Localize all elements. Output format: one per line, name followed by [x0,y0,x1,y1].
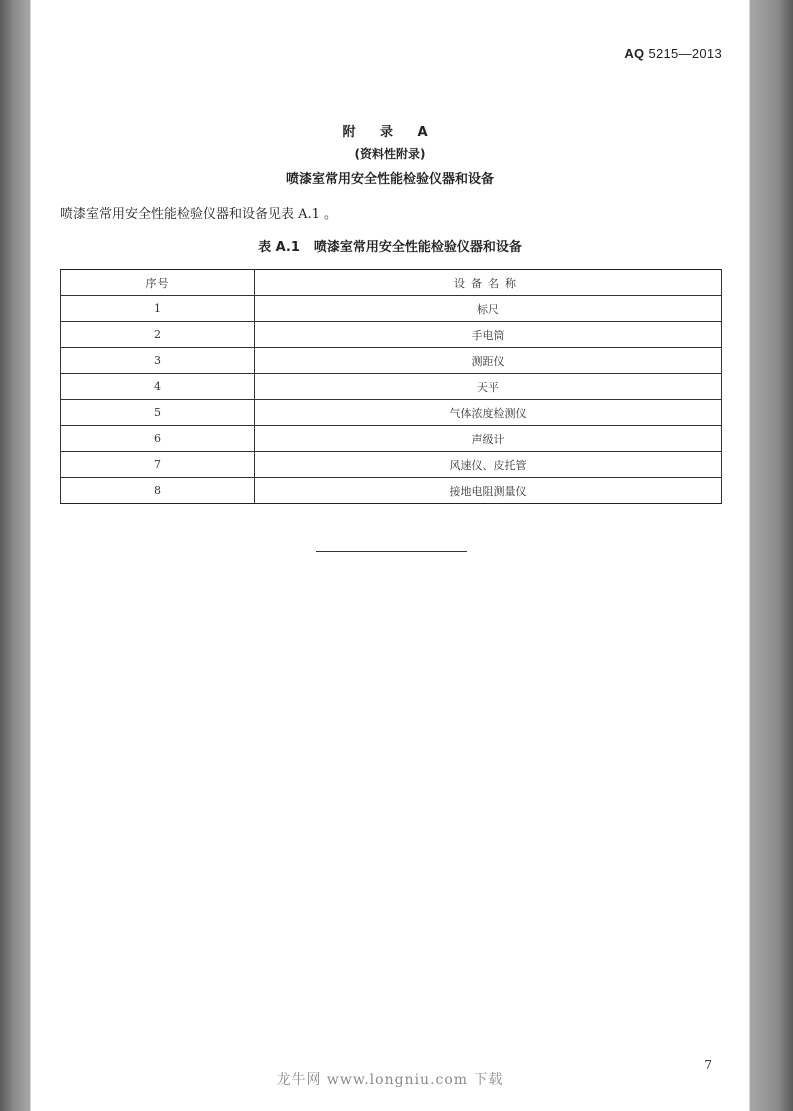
equipment-name: 标尺 [255,296,722,322]
table-row [61,478,722,504]
equipment-name: 接地电阻测量仪 [255,478,722,504]
equipment-name: 风速仪、皮托管 [255,452,722,478]
appendix-name: 喷漆室常用安全性能检验仪器和设备 [285,172,494,187]
standard-number: 5215—2013 [648,46,722,61]
table-caption [31,236,749,255]
standard-code [624,46,722,61]
table-row [61,400,722,426]
document-page [31,0,749,1111]
column-header-number: 序号 [61,270,255,296]
standard-prefix: AQ [624,46,645,61]
row-number: 4 [61,374,255,400]
column-header-equipment-name: 设备名称 [255,270,722,296]
appendix-title: 附 录 A [342,125,438,140]
table-row [61,296,722,322]
row-number: 5 [61,400,255,426]
equipment-name: 手电筒 [255,322,722,348]
equipment-name: 声级计 [255,426,722,452]
table-header-row [61,270,722,296]
equipment-name: 气体浓度检测仪 [255,400,722,426]
row-number: 3 [61,348,255,374]
end-of-document-rule [316,551,467,552]
equipment-name: 测距仪 [255,348,722,374]
table-row [61,426,722,452]
appendix-type: (资料性附录) [354,147,426,161]
page-number: 7 [704,1058,712,1072]
row-number: 7 [61,452,255,478]
table-row [61,322,722,348]
table-caption-number: 表 A.1 [258,240,300,255]
row-number: 6 [61,426,255,452]
table-row [61,374,722,400]
table-row [61,348,722,374]
row-number: 2 [61,322,255,348]
row-number: 8 [61,478,255,504]
intro-paragraph: 喷漆室常用安全性能检验仪器和设备见表 A.1 。 [60,207,338,222]
download-watermark: 龙牛网 www.longniu.com 下载 [276,1072,504,1088]
table-caption-title: 喷漆室常用安全性能检验仪器和设备 [313,240,522,255]
equipment-name: 天平 [255,374,722,400]
equipment-table [60,269,722,504]
row-number: 1 [61,296,255,322]
table-row [61,452,722,478]
